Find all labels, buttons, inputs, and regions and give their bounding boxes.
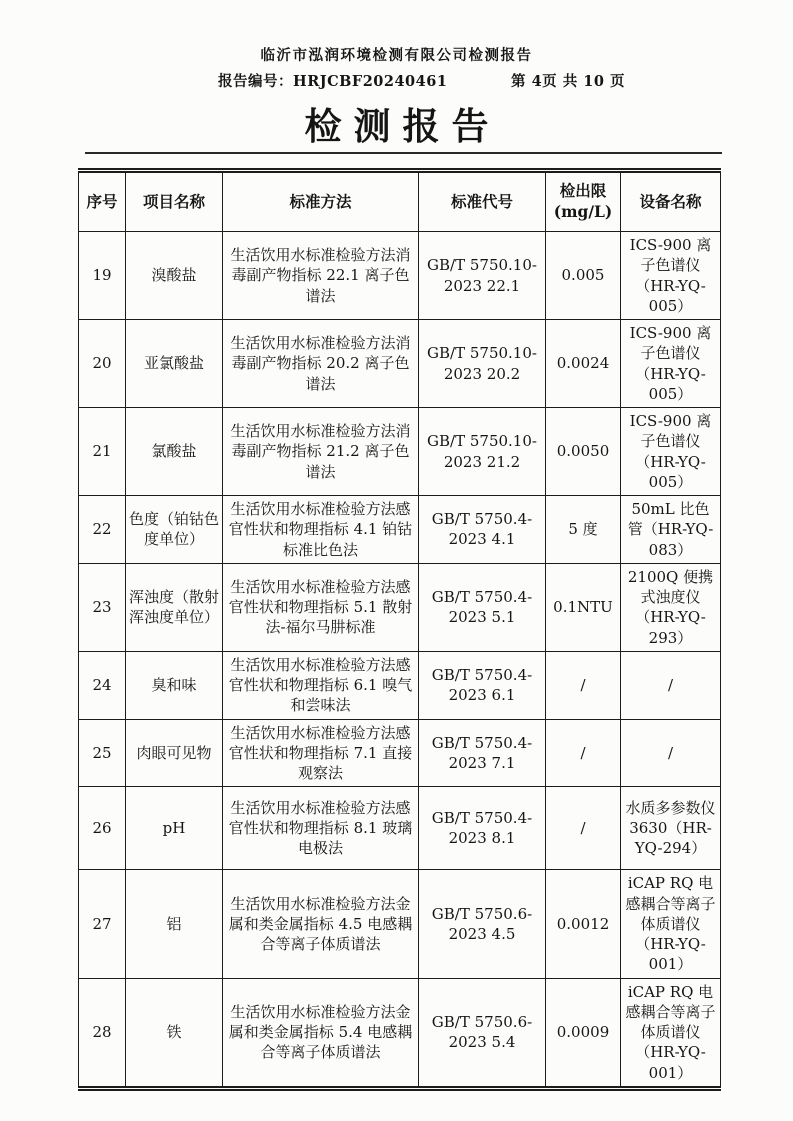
cell-standard-code-line1: GB/T 5750.4-: [431, 665, 533, 684]
cell-standard-code-line2: 2023 22.1: [443, 276, 521, 295]
cell-detection-limit: 5 度: [546, 496, 621, 564]
cell-detection-limit: 0.0024: [546, 320, 621, 408]
header-equipment-name: 设备名称: [621, 171, 721, 232]
cell-detection-limit: 0.005: [546, 232, 621, 320]
table-row: [79, 320, 721, 408]
cell-equipment-name: 50mL 比色管（HR-YQ-083）: [621, 496, 721, 564]
cell-standard-code-line2: 2023 6.1: [448, 686, 516, 705]
cell-standard-code-line1: GB/T 5750.4-: [431, 809, 533, 827]
cell-detection-limit: 0.0009: [546, 978, 621, 1088]
cell-equipment-name: ICS-900 离子色谱仪（HR-YQ-005）: [621, 320, 721, 408]
cell-standard-method: 生活饮用水标准检验方法感官性状和物理指标 7.1 直接观察法: [223, 719, 419, 787]
table-header-row: [79, 171, 721, 232]
title-divider: [85, 152, 722, 154]
cell-standard-code: [419, 870, 546, 978]
cell-standard-code-line1: GB/T 5750.10-: [427, 432, 537, 451]
cell-standard-code-line2: 2023 8.1: [448, 829, 516, 848]
cell-standard-method: 生活饮用水标准检验方法感官性状和物理指标 6.1 嗅气和尝味法: [223, 651, 419, 719]
cell-standard-code-line2: 2023 5.1: [448, 608, 516, 627]
cell-equipment-name: /: [621, 719, 721, 787]
cell-standard-method: 生活饮用水标准检验方法消毒副产物指标 22.1 离子色谱法: [223, 232, 419, 320]
header-detection-limit: [546, 171, 621, 232]
cell-equipment-name: iCAP RQ 电感耦合等离子体质谱仪（HR-YQ-001）: [621, 870, 721, 978]
page-title: 检测报告: [304, 104, 501, 148]
cell-seq: 24: [79, 651, 126, 719]
cell-standard-method: 生活饮用水标准检验方法金属和类金属指标 4.5 电感耦合等离子体质谱法: [223, 870, 419, 978]
cell-standard-code-line2: 2023 5.4: [448, 1033, 516, 1052]
cell-item-name: 溴酸盐: [126, 232, 223, 320]
header-standard-code: 标准代号: [419, 171, 546, 232]
cell-item-name: 浑浊度（散射浑浊度单位）: [126, 563, 223, 651]
table-row: [79, 870, 721, 978]
cell-item-name: 亚氯酸盐: [126, 320, 223, 408]
cell-standard-code: [419, 232, 546, 320]
cell-detection-limit: /: [546, 787, 621, 870]
header-standard-method: 标准方法: [223, 171, 419, 232]
table-row: [79, 408, 721, 496]
table-row: [79, 719, 721, 787]
cell-seq: 28: [79, 978, 126, 1088]
cell-item-name: pH: [126, 787, 223, 870]
cell-seq: 26: [79, 787, 126, 870]
cell-detection-limit: /: [546, 719, 621, 787]
cell-standard-code-line2: 2023 20.2: [443, 364, 521, 383]
cell-seq: 23: [79, 563, 126, 651]
cell-standard-code-line1: GB/T 5750.4-: [431, 588, 533, 606]
table-row: [79, 232, 721, 320]
cell-seq: 19: [79, 232, 126, 320]
cell-equipment-name: ICS-900 离子色谱仪（HR-YQ-005）: [621, 408, 721, 496]
cell-item-name: 铝: [126, 870, 223, 978]
header-seq: 序号: [79, 171, 126, 232]
header-detection-limit-line1: 检出限: [559, 181, 607, 201]
cell-item-name: 铁: [126, 978, 223, 1088]
cell-standard-code-line1: GB/T 5750.6-: [431, 1012, 533, 1031]
cell-item-name: 色度（铂钴色度单位）: [126, 496, 223, 564]
cell-standard-code-line1: GB/T 5750.10-: [427, 256, 537, 275]
cell-standard-method: 生活饮用水标准检验方法感官性状和物理指标 8.1 玻璃电极法: [223, 787, 419, 870]
cell-equipment-name: iCAP RQ 电感耦合等离子体质谱仪（HR-YQ-001）: [621, 978, 721, 1088]
cell-standard-code: [419, 563, 546, 651]
cell-standard-code: [419, 787, 546, 870]
cell-standard-code-line2: 2023 4.1: [448, 530, 516, 549]
table-row: [79, 651, 721, 719]
header-item-name: 项目名称: [126, 171, 223, 232]
cell-standard-code-line1: GB/T 5750.4-: [431, 733, 533, 752]
cell-seq: 21: [79, 408, 126, 496]
cell-seq: 25: [79, 719, 126, 787]
cell-item-name: 臭和味: [126, 651, 223, 719]
cell-detection-limit: /: [546, 651, 621, 719]
cell-standard-method: 生活饮用水标准检验方法消毒副产物指标 21.2 离子色谱法: [223, 408, 419, 496]
cell-seq: 22: [79, 496, 126, 564]
cell-equipment-name: 水质多参数仪 3630（HR-YQ-294）: [621, 787, 721, 870]
cell-standard-code-line1: GB/T 5750.10-: [427, 344, 537, 363]
cell-standard-code: [419, 651, 546, 719]
cell-detection-limit: 0.0050: [546, 408, 621, 496]
cell-item-name: 肉眼可见物: [126, 719, 223, 787]
cell-standard-code-line1: GB/T 5750.4-: [431, 510, 533, 529]
cell-detection-limit: 0.0012: [546, 870, 621, 978]
cell-seq: 27: [79, 870, 126, 978]
cell-standard-code-line2: 2023 21.2: [443, 452, 521, 471]
cell-equipment-name: ICS-900 离子色谱仪（HR-YQ-005）: [621, 232, 721, 320]
cell-standard-code: [419, 496, 546, 564]
cell-standard-code-line1: GB/T 5750.6-: [431, 904, 533, 923]
report-number: 报告编号：HRJCBF20240461: [218, 73, 448, 90]
report-meta-row: [218, 70, 625, 91]
cell-standard-code: [419, 978, 546, 1088]
cell-standard-code-line2: 2023 4.5: [448, 924, 516, 943]
table-row: [79, 978, 721, 1088]
table-row: [79, 787, 721, 870]
page-indicator: 第 4页 共 10 页: [511, 73, 625, 90]
cell-standard-method: 生活饮用水标准检验方法感官性状和物理指标 4.1 铂钴标准比色法: [223, 496, 419, 564]
cell-standard-code: [419, 719, 546, 787]
cell-equipment-name: 2100Q 便携式浊度仪（HR-YQ-293）: [621, 563, 721, 651]
table-row: [79, 496, 721, 564]
test-items-table: [78, 168, 721, 1091]
cell-standard-method: 生活饮用水标准检验方法感官性状和物理指标 5.1 散射法-福尔马肼标准: [223, 563, 419, 651]
cell-standard-code-line2: 2023 7.1: [448, 753, 516, 772]
cell-standard-code: [419, 408, 546, 496]
cell-equipment-name: /: [621, 651, 721, 719]
cell-standard-method: 生活饮用水标准检验方法金属和类金属指标 5.4 电感耦合等离子体质谱法: [223, 978, 419, 1088]
table-row: [79, 563, 721, 651]
cell-seq: 20: [79, 320, 126, 408]
cell-detection-limit: 0.1NTU: [546, 563, 621, 651]
cell-item-name: 氯酸盐: [126, 408, 223, 496]
header-detection-limit-line2: (mg/L): [553, 202, 613, 221]
company-header: 临沂市泓润环境检测有限公司检测报告: [260, 47, 533, 64]
cell-standard-code: [419, 320, 546, 408]
cell-standard-method: 生活饮用水标准检验方法消毒副产物指标 20.2 离子色谱法: [223, 320, 419, 408]
